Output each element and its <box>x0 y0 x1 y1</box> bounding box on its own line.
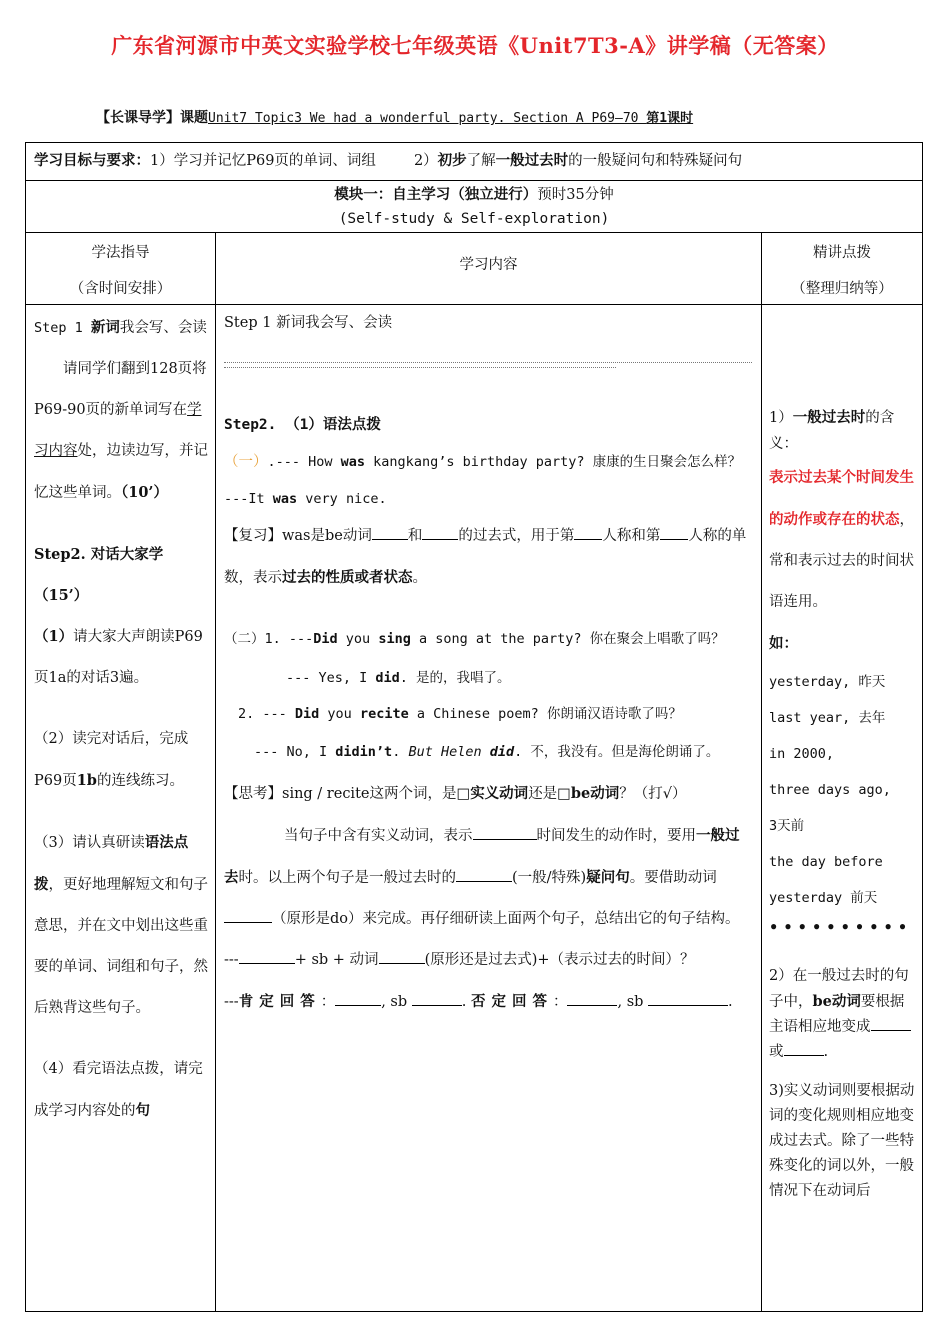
example-answer-2 <box>224 660 752 696</box>
para-bold: 一般过去 <box>224 827 740 886</box>
review-text: 。 <box>412 570 427 586</box>
answer-blank[interactable] <box>660 525 688 540</box>
step1-body: 请同学们翻到128页将P69-90页的新单词写在 <box>34 361 207 418</box>
answer-bold: 否定回答 <box>470 993 553 1010</box>
answer-blank[interactable] <box>379 949 425 964</box>
col-header-content: 学习内容 <box>459 257 518 273</box>
subtitle-topic: Unit7 Topic3 We had a wonderful party. Section A P69—70 <box>208 111 647 126</box>
note-text: 2）在一般过去时的句子中， <box>769 968 909 1010</box>
sentence-structure <box>224 940 752 981</box>
answer-blank[interactable] <box>473 825 537 840</box>
review-text: 的过去式，用于第 <box>458 528 575 544</box>
answer-text: , sb <box>381 994 408 1010</box>
notes-column <box>769 405 917 1204</box>
module-header <box>26 183 922 231</box>
example-time-1: yesterday, 昨天 <box>769 674 886 690</box>
review-text: 人称和第 <box>602 528 661 544</box>
note-text: 要根据主语相应地变成 <box>769 994 905 1035</box>
step1-text: 我会写、会读 <box>119 320 207 336</box>
item-text: （4）看完语法点拨，请完成学习内容处的 <box>34 1061 203 1119</box>
note-1 <box>769 405 917 457</box>
struct-text: (原形还是过去式)+（表示过去的时间）？ <box>424 952 695 968</box>
note-bold: be动词 <box>812 993 861 1010</box>
step1-heading <box>34 307 210 349</box>
struct-text: + sb + 动词 <box>294 952 379 968</box>
goal-2-text: 的一般疑问句和特殊疑问句 <box>568 153 743 169</box>
review-bold: 过去的性质或者状态 <box>282 569 413 586</box>
example-text: --- No, I <box>254 744 336 760</box>
example-time-4: three days ago, <box>769 782 891 798</box>
example-time-5: 3天前 <box>769 818 805 834</box>
review-text: 和 <box>407 528 423 544</box>
step1-bold: 新词 <box>90 319 120 336</box>
answer-blank[interactable] <box>456 867 512 882</box>
example-text: . <box>392 744 409 760</box>
col1-header-line2: （含时间安排） <box>69 281 172 297</box>
note-text: ，常和表示过去的时间状语连用。 <box>769 512 914 610</box>
item-text: 的连线练习。 <box>96 773 184 789</box>
col-header-method <box>26 235 215 307</box>
goal-2-bold: 一般过去时 <box>495 152 569 169</box>
answer-blank[interactable] <box>648 991 728 1006</box>
step1-body: 处，边读边写，并记忆这些单词。 <box>34 443 208 501</box>
answer-forms <box>224 981 752 1023</box>
note-text: . <box>823 1044 829 1060</box>
example-question-3 <box>224 696 752 732</box>
example-text: you <box>337 631 371 647</box>
examples-label: 如： <box>769 635 798 652</box>
example-bold: sing <box>370 631 411 647</box>
answer-blank[interactable] <box>784 1041 824 1056</box>
step1-label: Step 1 <box>34 320 91 336</box>
note-bold: 一般过去时 <box>792 409 866 426</box>
example-text: . 是的，我唱了。 <box>399 670 511 686</box>
example-text: . 不，我没有。但是海伦朗诵了。 <box>514 744 720 760</box>
content-step1: Step 1 新词我会写、会读 <box>224 315 393 331</box>
answer-blank[interactable] <box>239 949 295 964</box>
step2-label: Step2. （1） <box>224 417 323 433</box>
answer-blank[interactable] <box>574 525 602 540</box>
item-bold: 1b <box>76 772 97 789</box>
step2-item-3 <box>34 822 210 1029</box>
col-header-notes <box>762 235 922 307</box>
example-text: --- Yes, I <box>286 670 376 686</box>
ellipsis-dots: • • • • • • • • • • <box>769 919 908 936</box>
note-text: 或 <box>769 1044 784 1060</box>
step1-underlined: 学习内容 <box>34 402 202 459</box>
review-text: 人称的单数，表示 <box>224 528 747 586</box>
example-bold: Did <box>313 631 338 647</box>
item-text: （2）读完对话后，完成P69页 <box>34 731 189 789</box>
answer-bold: 肯定回答 <box>238 993 321 1010</box>
col1-header-line1: 学法指导 <box>91 245 150 261</box>
step1-instructions <box>34 349 210 514</box>
answer-blank[interactable] <box>871 1016 911 1031</box>
example-time-6: the day before yesterday 前天 <box>769 854 883 906</box>
example-bold: didin’t <box>335 744 393 760</box>
example-question-2 <box>224 619 752 660</box>
grammar-paragraph <box>224 815 752 940</box>
think-text: 【思考】sing / recite这两个词，是□ <box>224 786 471 802</box>
example-italic: But Helen <box>408 744 490 760</box>
example-bold: was <box>340 454 366 470</box>
item-bold: 句 <box>135 1102 150 1119</box>
answer-text: ： <box>552 994 568 1010</box>
answer-text: . <box>461 994 471 1010</box>
example-text: 2. --- <box>238 706 295 722</box>
col3-header-line2: （整理归纳等） <box>791 281 893 297</box>
note-red-definition: 表示过去某个时间发生的动作或存在的状态 <box>769 469 914 528</box>
step2-item-1 <box>34 616 210 699</box>
col3-header-line1: 精讲点拨 <box>813 245 871 261</box>
document-title: 广东省河源市中英文实验学校七年级英语《Unit7T3-A》讲学稿（无答案） <box>111 33 839 58</box>
step2-item-4 <box>34 1049 210 1132</box>
para-text: (一般/特殊) <box>512 870 587 886</box>
example-text: you <box>319 706 360 722</box>
review-note <box>224 516 752 599</box>
example-text: .--- How <box>267 454 341 470</box>
module-time: 预时35分钟 <box>537 187 614 203</box>
answer-blank[interactable] <box>335 991 381 1006</box>
method-column <box>34 307 210 1132</box>
step2-item-2 <box>34 719 210 802</box>
goal-2-prefix: 2） <box>413 153 438 169</box>
step2-heading: Step2. 对话大家学 <box>34 546 164 563</box>
col-divider <box>215 232 216 1311</box>
note-text: 的含义： <box>769 410 895 452</box>
step1-time: （10’） <box>121 484 168 501</box>
para-text: 时间发生的动作时，要用 <box>536 828 696 844</box>
para-text: 时。以上两个句子是一般过去时的 <box>238 870 456 886</box>
answer-blank[interactable] <box>224 908 272 923</box>
para-text: 。要借助动词 <box>629 870 717 886</box>
goal-1: 1）学习并记忆P69页的单词、词组 <box>150 153 376 169</box>
example-text: very nice. <box>297 491 387 507</box>
module-title: 模块一：自主学习（独立进行） <box>334 186 538 203</box>
answer-blank[interactable] <box>567 991 617 1006</box>
answer-text: , sb <box>617 994 644 1010</box>
think-text: ？（打√） <box>619 786 687 802</box>
example-bold: was <box>272 491 298 507</box>
note-2 <box>769 964 917 1065</box>
item-text: ，更好地理解短文和句子意思，并在文中划出这些重要的单词、词组和句子，然后熟背这些句子。 <box>34 877 208 1016</box>
para-bold: 疑问句 <box>586 869 630 886</box>
goal-2-text: 了解 <box>466 153 496 169</box>
struct-text: --- <box>224 952 239 968</box>
note-1-body <box>769 457 917 623</box>
example-bold: Did <box>294 706 320 722</box>
answer-text: ： <box>320 994 336 1010</box>
goals-label: 学习目标与要求： <box>34 152 150 169</box>
content-column <box>224 307 752 1023</box>
example-italic-bold: did <box>489 744 515 760</box>
subtitle-lesson: 第1课时 <box>646 111 694 126</box>
review-text: 【复习】was是be动词 <box>224 528 372 544</box>
example-question-1 <box>224 442 752 483</box>
grammar-tip-label: 语法点拨 <box>322 416 381 433</box>
row-divider <box>26 232 922 233</box>
answer-text: . <box>728 994 733 1010</box>
think-question <box>224 773 752 815</box>
note-text: 1） <box>769 410 793 426</box>
think-bold: 实义动词 <box>470 785 529 802</box>
example-bold: recite <box>359 706 409 722</box>
example-tag: （一） <box>224 454 268 470</box>
answer-blank[interactable] <box>412 991 462 1006</box>
subtitle-prefix: 【长课导学】课题 <box>96 110 208 126</box>
learning-goals <box>34 149 914 170</box>
lesson-subtitle <box>96 107 693 127</box>
answer-text: --- <box>224 994 239 1010</box>
note-3: 3)实义动词则要根据动词的变化规则相应地变成过去式。除了一些特殊变化的词以外，一般情况下在动词后 <box>769 1083 915 1199</box>
col-divider <box>761 232 762 1311</box>
example-bold: did <box>375 670 400 686</box>
example-text: a Chinese poem? 你朗诵汉语诗歌了吗？ <box>408 706 682 722</box>
example-text: ---It <box>224 491 273 507</box>
lesson-table <box>25 142 923 1312</box>
example-text: （二）1. --- <box>224 631 314 647</box>
goal-2-bold: 初步 <box>437 152 467 169</box>
step2-time: （15’） <box>34 587 89 604</box>
item-number: （1） <box>34 628 74 645</box>
example-time-2: last year, 去年 <box>769 710 886 726</box>
writing-line <box>224 367 616 368</box>
para-text: （原形是do）来完成。再仔细研读上面两个句子，总结出它的句子结构。 <box>272 911 740 927</box>
module-subtitle: (Self-study & Self-exploration) <box>338 211 610 227</box>
para-text: 当句子中含有实义动词，表示 <box>284 828 473 844</box>
example-text: a song at the party? 你在聚会上唱歌了吗？ <box>410 631 725 647</box>
think-bold: be动词 <box>570 785 620 802</box>
row-divider <box>26 180 922 181</box>
writing-line <box>224 362 752 363</box>
content-step2 <box>224 408 752 442</box>
think-text: 还是□ <box>528 786 571 802</box>
example-time-3: in 2000, <box>769 746 835 762</box>
answer-blank[interactable] <box>372 525 408 540</box>
example-answer-3 <box>224 732 752 773</box>
example-text: kangkang’s birthday party? 康康的生日聚会怎么样？ <box>365 454 742 470</box>
item-text: 请大家大声朗读P69页1a的对话3遍。 <box>34 629 203 686</box>
item-text: （3）请认真研读 <box>34 835 145 851</box>
item-bold: 语法点拨 <box>34 834 189 893</box>
answer-blank[interactable] <box>422 525 458 540</box>
example-answer-1 <box>224 483 752 516</box>
